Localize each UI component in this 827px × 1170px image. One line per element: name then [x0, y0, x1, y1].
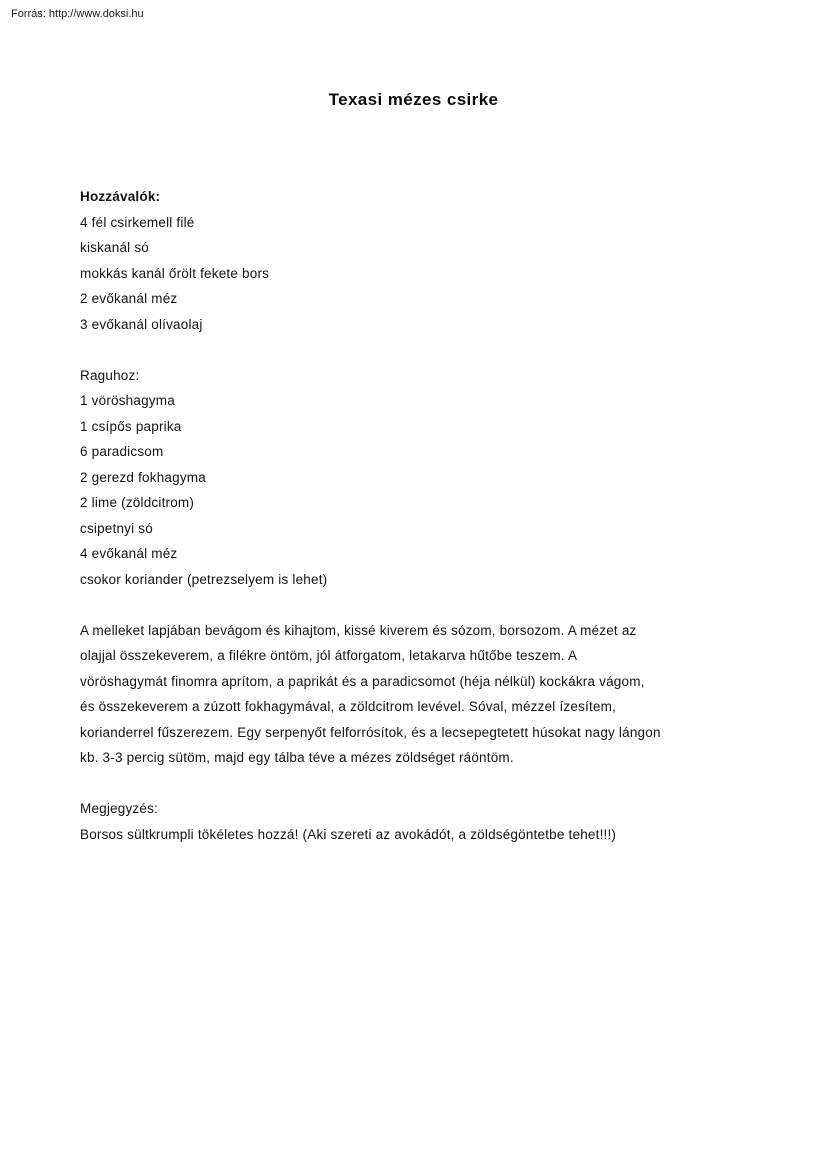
note-text: Borsos sültkrumpli tökéletes hozzá! (Aki szereti az avokádót, a zöldségöntetbe tehet!!!)	[80, 826, 617, 842]
instructions-line: olajjal összekeverem, a filékre öntöm, jól átforgatom, letakarva hűtőbe teszem. A	[80, 648, 578, 663]
ragu-item: 1 csípős paprika	[80, 418, 182, 434]
page-title: Texasi mézes csirke	[328, 90, 499, 110]
instructions-line: vöröshagymát finomra aprítom, a paprikát és a paradicsomot (héja nélkül) kockákra vágom,	[80, 673, 645, 689]
ragu-section	[80, 363, 767, 593]
ingredient-item: 4 fél csirkemell filé	[80, 214, 195, 230]
ragu-item: 4 evőkanál méz	[80, 546, 178, 561]
instructions-line: kb. 3-3 percig sütöm, majd egy tálba téve a mézes zöldséget ráöntöm.	[80, 750, 514, 765]
instructions-line: korianderrel fűszerezem. Egy serpenyőt felforrósítok, és a lecsepegtetett húsokat nagy lángon	[80, 724, 661, 740]
ragu-item: 1 vöröshagyma	[80, 393, 175, 408]
ingredients-section	[80, 184, 767, 337]
ragu-item: 2 lime (zöldcitrom)	[80, 495, 195, 510]
ingredients-list	[80, 210, 767, 338]
ragu-item: 2 gerezd fokhagyma	[80, 469, 206, 485]
document-body	[80, 184, 767, 847]
instructions-paragraph	[80, 618, 767, 771]
note-heading: Megjegyzés:	[80, 801, 158, 816]
ragu-heading: Raguhoz:	[80, 367, 140, 383]
note-section	[80, 796, 767, 847]
ragu-item: csipetnyi só	[80, 520, 153, 536]
source-header: Forrás: http://www.doksi.hu	[11, 8, 144, 20]
ragu-item: csokor koriander (petrezselyem is lehet)	[80, 571, 328, 587]
instructions-lines	[80, 618, 767, 771]
ingredients-heading: Hozzávalók:	[80, 189, 161, 204]
instructions-line: és összekeverem a zúzott fokhagymával, a zöldcitrom levével. Sóval, mézzel ízesítem,	[80, 699, 617, 714]
ingredient-item: 2 evőkanál méz	[80, 291, 178, 306]
ingredient-item: kiskanál só	[80, 240, 149, 255]
ingredient-item: mokkás kanál őrölt fekete bors	[80, 265, 270, 281]
ragu-item: 6 paradicsom	[80, 444, 164, 459]
instructions-line: A melleket lapjában bevágom és kihajtom, kissé kiverem és sózom, borsozom. A mézet az	[80, 622, 637, 638]
ingredient-item: 3 evőkanál olívaolaj	[80, 316, 203, 332]
ragu-list	[80, 388, 767, 592]
